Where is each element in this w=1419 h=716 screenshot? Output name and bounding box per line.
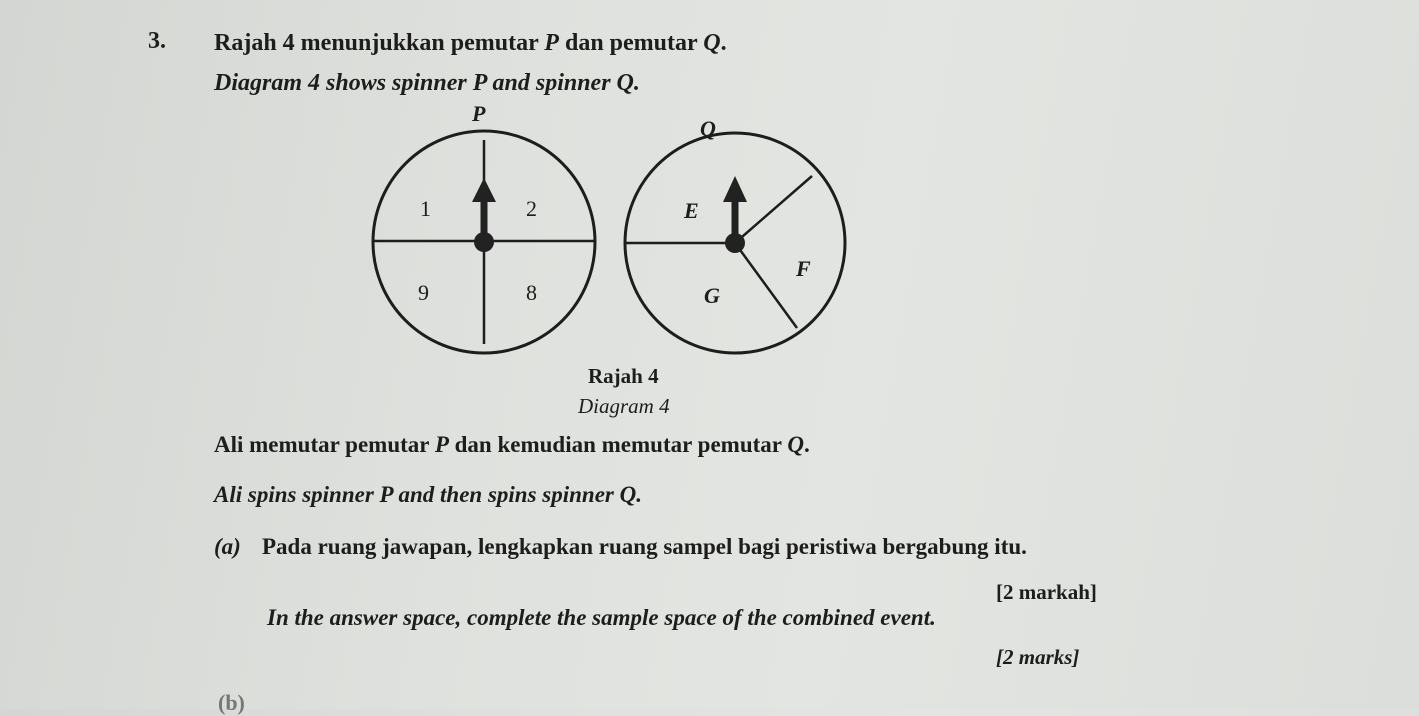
question-intro-ms: Rajah 4 menunjukkan pemutar P dan pemutar Q. (214, 30, 727, 56)
statement-ms: Ali memutar pemutar P dan kemudian memutar pemutar Q. (214, 432, 810, 457)
part-a-label: (a) (214, 534, 241, 559)
spinner-q-sector-f: F (796, 256, 811, 281)
part-a-text-en: In the answer space, complete the sample space of the combined event. (267, 605, 936, 630)
part-a-marks-ms: [2 markah] (996, 580, 1097, 604)
question-number: 3. (148, 28, 166, 54)
spinner-q (625, 133, 845, 353)
spinner-p-sector-2: 2 (526, 196, 537, 221)
spinner-p-sector-9: 9 (418, 280, 429, 305)
spinner-q-label: Q (700, 116, 716, 141)
diagram-caption-en: Diagram 4 (578, 394, 670, 418)
part-a-marks-en: [2 marks] (996, 645, 1080, 669)
spinner-p-sector-8: 8 (526, 280, 537, 305)
spinner-p-arrow-icon (472, 178, 496, 252)
spinner-p-sector-1: 1 (420, 196, 431, 221)
question-intro-en: Diagram 4 shows spinner P and spinner Q. (214, 70, 640, 96)
spinner-p (373, 131, 595, 353)
diagram-caption-ms: Rajah 4 (588, 364, 659, 388)
spinner-q-arrow-icon (723, 176, 747, 253)
spinner-q-sector-e: E (684, 198, 699, 223)
spinner-p-label: P (472, 101, 486, 126)
statement-en: Ali spins spinner P and then spins spinner Q. (214, 482, 642, 507)
part-b-label-partial: (b) (218, 690, 245, 715)
spinner-q-sector-g: G (704, 283, 720, 308)
part-a-text-ms: Pada ruang jawapan, lengkapkan ruang sampel bagi peristiwa bergabung itu. (262, 534, 1027, 559)
